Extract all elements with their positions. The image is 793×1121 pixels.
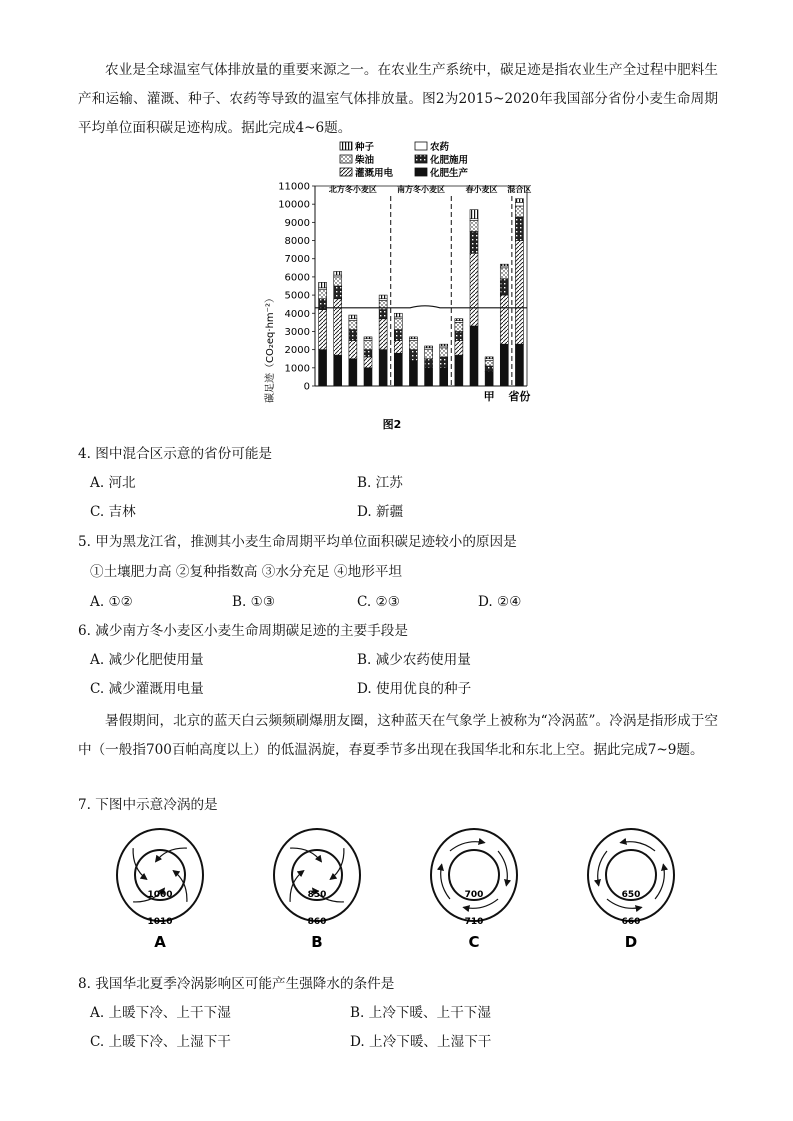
bar-segment <box>409 361 417 386</box>
bar-segment <box>455 319 463 321</box>
region-label: 南方冬小麦区 <box>397 185 445 194</box>
bar-segment <box>379 350 387 386</box>
passage-carbon-footprint: 农业是全球温室气体排放量的重要来源之一。在农业生产系统中，碳足迹是指农业生产全过程中肥料生产和运输、灌溉、种子、农药等导致的温室气体排放量。图2为2015~2020年我国部分省份小麦生命周期平均单位面积碳足迹构成。据此完成4~6题。 <box>78 62 718 136</box>
legend-swatch <box>415 168 427 176</box>
bar-segment <box>440 348 448 357</box>
bar-segment <box>334 355 342 386</box>
bar-segment <box>440 368 448 386</box>
diagram-letter: C <box>468 933 480 951</box>
region-label: 春小麦区 <box>465 185 498 194</box>
bar-segment <box>349 321 357 330</box>
question-4-option-d[interactable]: D. 新疆 <box>357 504 404 520</box>
bar-segment <box>394 313 402 317</box>
question-5-option-c[interactable]: C. ②③ <box>357 594 400 610</box>
bar-segment <box>515 206 523 217</box>
bar-segment <box>470 210 478 219</box>
outer-isobar <box>431 829 517 921</box>
question-8-option-c[interactable]: C. 上暖下冷、上湿下干 <box>90 1034 231 1050</box>
legend-swatch <box>415 155 427 163</box>
x-axis-label: 省份 <box>508 390 531 403</box>
inner-isobar-label: 650 <box>621 890 641 900</box>
bar-segment <box>334 271 342 275</box>
question-5-option-d[interactable]: D. ②④ <box>478 594 522 610</box>
bar-segment <box>515 217 523 241</box>
bar-segment <box>394 330 402 341</box>
diagram-letter: B <box>311 933 323 951</box>
vortex-diagram-c[interactable] <box>431 829 517 951</box>
question-6-stem: 6. 减少南方冬小麦区小麦生命周期碳足迹的主要手段是 <box>78 623 408 639</box>
bar-segment <box>409 341 417 350</box>
inner-isobar-label: 1000 <box>147 890 173 900</box>
outer-isobar <box>117 829 203 921</box>
diagram-letter: A <box>154 933 166 951</box>
bar-segment <box>364 350 372 357</box>
legend-swatch <box>340 142 352 150</box>
question-5-option-b[interactable]: B. ①③ <box>232 594 276 610</box>
question-8-option-d[interactable]: D. 上冷下暖、上湿下干 <box>350 1034 492 1050</box>
legend-label: 灌溉用电 <box>355 168 394 179</box>
vortex-diagram-a[interactable] <box>117 829 203 951</box>
region-label: 混合区 <box>507 185 532 194</box>
bar-segment <box>470 231 478 253</box>
vortex-diagram-b[interactable] <box>274 829 360 951</box>
question-6-option-c[interactable]: C. 减少灌溉用电量 <box>90 681 204 697</box>
outer-isobar <box>588 829 674 921</box>
bar-segment <box>500 279 508 295</box>
question-6-option-a[interactable]: A. 减少化肥使用量 <box>90 652 204 668</box>
bar-segment <box>379 295 387 299</box>
question-6-option-b[interactable]: B. 减少农药使用量 <box>357 652 471 668</box>
question-4-option-b[interactable]: B. 江苏 <box>357 475 403 491</box>
outer-isobar-label: 860 <box>307 917 327 927</box>
y-tick-label: 9000 <box>284 217 310 229</box>
bar-segment <box>455 355 463 386</box>
legend-swatch <box>340 155 352 163</box>
bar-segment <box>515 199 523 203</box>
y-tick-label: 6000 <box>284 272 310 284</box>
average-line <box>315 306 527 308</box>
bar-segment <box>455 322 463 331</box>
bar-segment <box>364 341 372 350</box>
bar-segment <box>394 341 402 354</box>
chart-legend <box>340 141 469 179</box>
question-6-option-d[interactable]: D. 使用优良的种子 <box>357 681 472 697</box>
bar-segment <box>485 366 493 371</box>
bar-segment <box>425 368 433 386</box>
y-tick-label: 5000 <box>284 290 310 302</box>
y-tick-label: 1000 <box>284 363 310 375</box>
legend-label: 化肥施用 <box>430 155 469 166</box>
question-8-stem: 8. 我国华北夏季冷涡影响区可能产生强降水的条件是 <box>78 976 395 992</box>
bar-segment <box>319 282 327 287</box>
bar-segment <box>379 310 387 319</box>
y-tick-label: 11000 <box>278 181 310 193</box>
bar-segment <box>349 341 357 359</box>
bar-segment <box>455 331 463 340</box>
bar-segment <box>364 357 372 368</box>
outer-isobar-label: 1010 <box>147 917 173 927</box>
question-7-stem: 7. 下图中示意冷涡的是 <box>78 797 218 813</box>
vortex-diagrams <box>100 820 700 955</box>
bar-segment <box>334 299 342 355</box>
question-4-stem: 4. 图中混合区示意的省份可能是 <box>78 446 273 462</box>
bar-segment <box>364 337 372 339</box>
bar-segment <box>500 344 508 386</box>
bar-segment <box>455 341 463 356</box>
carbon-footprint-chart <box>255 138 555 438</box>
question-5-items: ①土壤肥力高 ②复种指数高 ③水分充足 ④地形平坦 <box>90 564 403 580</box>
bar-segment <box>334 277 342 286</box>
y-tick-label: 4000 <box>284 308 310 320</box>
vortex-diagram-d[interactable] <box>588 829 674 951</box>
bar-segment <box>515 202 523 206</box>
bar-segment <box>470 326 478 386</box>
bar-segment <box>349 315 357 319</box>
y-tick-label: 7000 <box>284 254 310 266</box>
bar-segment <box>334 286 342 299</box>
legend-label: 农药 <box>430 142 450 153</box>
bar-segment <box>379 319 387 350</box>
question-5-stem: 5. 甲为黑龙江省，推测其小麦生命周期平均单位面积碳足迹较小的原因是 <box>78 534 517 550</box>
outer-isobar-label: 660 <box>621 917 641 927</box>
bar-segment <box>425 346 433 348</box>
bar-segment <box>425 359 433 368</box>
bar-segment <box>349 359 357 386</box>
question-4-option-c[interactable]: C. 吉林 <box>90 504 136 520</box>
bar-segment <box>425 350 433 359</box>
bar-segment <box>364 368 372 386</box>
bar-segment <box>500 268 508 279</box>
bar-segment <box>500 295 508 344</box>
chart-ylabel: 碳足迹（CO₂eq·hm⁻²） <box>265 293 276 403</box>
bar-segment <box>515 241 523 345</box>
question-5-option-a[interactable]: A. ①② <box>90 594 133 610</box>
bar-segment <box>485 371 493 386</box>
bar-segment <box>485 361 493 366</box>
y-tick-label: 3000 <box>284 326 310 338</box>
question-4-option-a[interactable]: A. 河北 <box>90 475 136 491</box>
chart-bars <box>315 199 527 386</box>
bar-segment <box>319 310 327 350</box>
bar-segment <box>349 330 357 341</box>
bar-segment <box>470 221 478 232</box>
outer-isobar-label: 710 <box>464 917 484 927</box>
outer-isobar <box>274 829 360 921</box>
bar-segment <box>440 344 448 346</box>
bar-segment <box>440 357 448 368</box>
bar-segment <box>485 357 493 359</box>
diagram-letter: D <box>624 933 638 951</box>
inner-isobar-label: 850 <box>307 890 327 900</box>
bar-segment <box>319 350 327 386</box>
y-tick-label: 0 <box>303 381 310 393</box>
legend-label: 化肥生产 <box>430 168 469 179</box>
region-label: 北方冬小麦区 <box>328 185 377 194</box>
inner-isobar-label: 700 <box>464 890 484 900</box>
bar-segment <box>409 350 417 361</box>
legend-swatch <box>340 168 352 176</box>
y-tick-label: 8000 <box>284 236 310 248</box>
bar-segment <box>394 353 402 386</box>
legend-swatch <box>415 142 427 150</box>
question-8-option-b[interactable]: B. 上冷下暖、上干下湿 <box>350 1005 491 1021</box>
chart-title: 图2 <box>382 418 402 431</box>
bar-segment <box>394 319 402 330</box>
bar-segment <box>500 264 508 266</box>
question-8-option-a[interactable]: A. 上暖下冷、上干下湿 <box>90 1005 231 1021</box>
bar-segment <box>515 344 523 386</box>
y-tick-label: 2000 <box>284 345 310 357</box>
passage-cold-vortex: 暑假期间，北京的蓝天白云频频刷爆朋友圈，这种蓝天在气象学上被称为“冷涡蓝”。冷涡是指形成于空中（一般指700百帕高度以上）的低温涡旋，春夏季节多出现在我国华北和东北上空。据此完成7~9题。 <box>78 713 718 758</box>
bar-segment <box>470 253 478 326</box>
marked-bar-label: 甲 <box>483 390 495 403</box>
y-tick-label: 10000 <box>278 199 310 211</box>
legend-label: 柴油 <box>355 155 375 166</box>
bar-segment <box>409 337 417 339</box>
bar-segment <box>319 290 327 299</box>
legend-label: 种子 <box>355 142 375 153</box>
